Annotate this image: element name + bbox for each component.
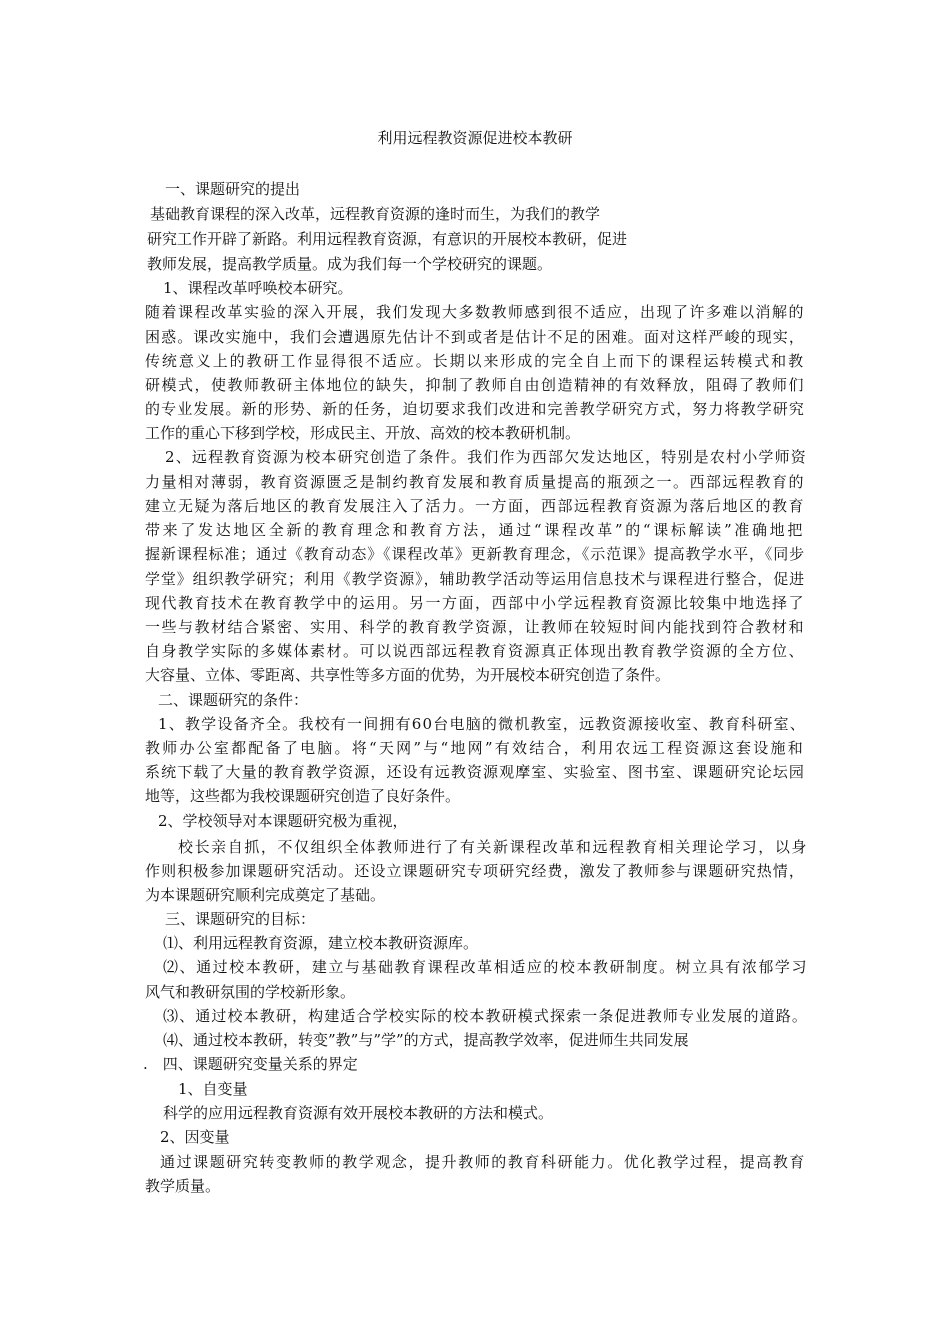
paragraph-line: 教学质量。 [145, 1177, 221, 1195]
paragraph-line: 建立无疑为落后地区的教育发展注入了活力。一方面，西部远程教育资源为落后地区的教育 [145, 497, 805, 515]
paragraph-line: ⑶、通过校本教研，构建适合学校实际的校本教研模式探索一条促进教师专业发展的道路。 [163, 1007, 808, 1025]
paragraph-line: 握新课程标准；通过《教育动态》《课程改革》更新教育理念，《示范课》提高教学水平，《同步 [145, 545, 805, 563]
paragraph-line: . 四、课题研究变量关系的界定 [143, 1055, 358, 1073]
paragraph-line: 现代教育技术在教育教学中的运用。另一方面，西部中小学远程教育资源比较集中地选择了 [145, 594, 805, 612]
paragraph-line: 一、课题研究的提出 [165, 180, 301, 198]
paragraph-line: 传统意义上的教研工作显得很不适应。长期以来形成的完全自上而下的课程运转模式和教 [145, 352, 805, 370]
paragraph-line: 1、自变量 [178, 1080, 248, 1098]
paragraph-line: 教师发展，提高教学质量。成为我们每一个学校研究的课题。 [147, 255, 553, 273]
paragraph-line: 教师办公室都配备了电脑。将“天网”与“地网”有效结合，利用农远工程资源这套设施和 [145, 739, 805, 757]
paragraph-line: 校长亲自抓，不仅组织全体教师进行了有关新课程改革和远程教育相关理论学习，以身 [178, 838, 808, 856]
paragraph-line: 带来了发达地区全新的教育理念和教育方法，通过“课程改革”的“课标解读”准确地把 [145, 521, 805, 539]
paragraph-line: ⑴、利用远程教育资源，建立校本教研资源库。 [163, 934, 479, 952]
paragraph-line: 为本课题研究顺利完成奠定了基础。 [145, 886, 386, 904]
paragraph-line: 二、课题研究的条件： [158, 691, 309, 709]
paragraph-line: 1、教学设备齐全。我校有一间拥有60台电脑的微机教室，远教资源接收室、教育科研室、 [158, 715, 806, 733]
paragraph-line: 工作的重心下移到学校，形成民主、开放、高效的校本教研机制。 [145, 424, 581, 442]
paragraph-line: 科学的应用远程教育资源有效开展校本教研的方法和模式。 [163, 1104, 554, 1122]
paragraph-line: 风气和教研氛围的学校新形象。 [145, 983, 356, 1001]
paragraph-line: 力量相对薄弱，教育资源匮乏是制约教育发展和教育质量提高的瓶颈之一。西部远程教育的 [145, 473, 805, 491]
paragraph-line: 研究工作开辟了新路。利用远程教育资源，有意识的开展校本教研，促进 [147, 230, 628, 248]
paragraph-line: 2、远程教育资源为校本研究创造了条件。我们作为西部欠发达地区，特别是农村小学师资 [165, 448, 807, 466]
paragraph-line: 系统下载了大量的教育教学资源，还设有远教资源观摩室、实验室、图书室、课题研究论坛园 [145, 763, 805, 781]
paragraph-line: 基础教育课程的深入改革，远程教育资源的逢时而生，为我们的教学 [150, 205, 601, 223]
paragraph-line: 学堂》组织教学研究；利用《教学资源》，辅助教学活动等运用信息技术与课程进行整合，促进 [145, 570, 805, 588]
paragraph-line: 自身教学实际的多媒体素材。可以说西部远程教育资源真正体现出教育教学资源的全方位、 [145, 642, 805, 660]
paragraph-line: 三、课题研究的目标： [165, 910, 316, 928]
paragraph-line: 一些与教材结合紧密、实用、科学的教育教学资源，让教师在较短时间内能找到符合教材和 [145, 618, 805, 636]
paragraph-line: 2、因变量 [160, 1128, 230, 1146]
document-title: 利用远程教资源促进校本教研 [377, 129, 573, 147]
paragraph-line: ⑷、通过校本教研，转变”教”与”学”的方式，提高教学效率，促进师生共同发展 [163, 1031, 689, 1049]
paragraph-line: ⑵、通过校本教研，建立与基础教育课程改革相适应的校本教研制度。树立具有浓郁学习 [163, 958, 808, 976]
paragraph-line: 作则积极参加课题研究活动。还设立课题研究专项研究经费，激发了教师参与课题研究热情， [145, 862, 805, 880]
paragraph-line: 随着课程改革实验的深入开展，我们发现大多数教师感到很不适应，出现了许多难以消解的 [145, 303, 805, 321]
paragraph-line: 1、课程改革呼唤校本研究。 [163, 279, 353, 297]
paragraph-line: 2、学校领导对本课题研究极为重视， [158, 812, 408, 830]
paragraph-line: 困惑。课改实施中，我们会遭遇原先估计不到或者是估计不足的困难。面对这样严峻的现实， [145, 328, 805, 346]
paragraph-line: 通过课题研究转变教师的教学观念，提升教师的教育科研能力。优化教学过程，提高教育 [160, 1153, 806, 1171]
paragraph-line: 研模式，使教师教研主体地位的缺失，抑制了教师自由创造精神的有效释放，阻碍了教师们 [145, 376, 805, 394]
paragraph-line: 大容量、立体、零距离、共享性等多方面的优势，为开展校本研究创造了条件。 [145, 666, 671, 684]
paragraph-line: 的专业发展。新的形势、新的任务，迫切要求我们改进和完善教学研究方式，努力将教学研究 [145, 400, 805, 418]
paragraph-line: 地等，这些都为我校课题研究创造了良好条件。 [145, 787, 461, 805]
